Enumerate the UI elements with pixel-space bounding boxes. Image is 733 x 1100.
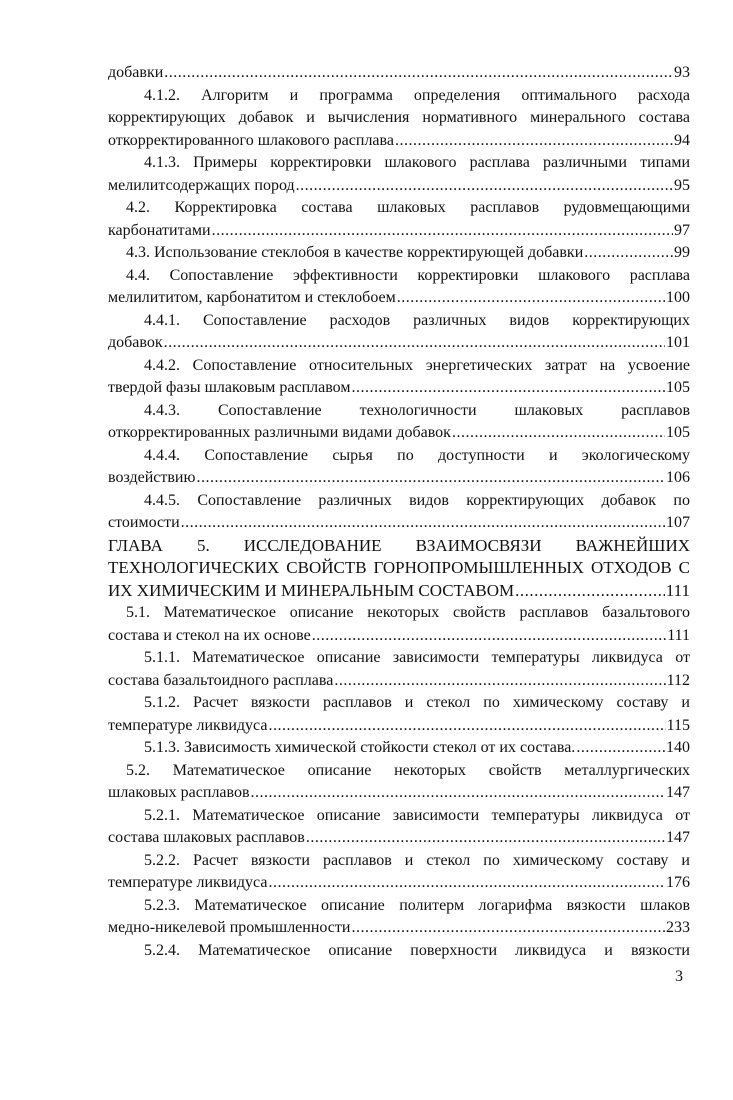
toc-page-number: 97 [674,221,690,239]
toc-entry [108,602,690,647]
dot-leader [397,287,665,310]
dot-leader [334,670,665,693]
dot-leader [268,872,665,895]
toc-entry-text-line: 5.1.1. Математическое описание зависимости температуры ликвидуса от [144,649,690,666]
toc-entry-text-line: 5.2.1. Математическое описание зависимости температуры ликвидуса от [144,806,690,824]
toc-entry [108,760,690,805]
toc-entry-title: добавки [108,64,164,81]
toc-entry-leader-line [108,422,690,445]
toc-entry-text-line: 4.4.1. Сопоставление расходов различных видов корректирующих [144,311,690,329]
toc-entry-title: стоимости [108,514,180,531]
dot-leader [164,62,673,85]
toc-page-number: 115 [666,716,690,734]
toc-entry-leader-line [108,62,690,85]
toc-entry-leader-line [108,220,690,243]
dot-leader [212,220,673,243]
toc-entry [108,242,690,265]
toc-entry [108,355,690,400]
dot-leader [306,827,665,850]
toc-page-number: 99 [674,244,690,261]
toc-page-number: 112 [666,671,690,689]
dot-leader [164,332,665,355]
toc-entry-leader-line [108,377,690,400]
toc-entry-leader-line [108,332,690,355]
toc-entry [108,152,690,197]
page-number: 3 [675,968,683,985]
toc-entry-leader-line [108,917,690,940]
toc-entry [108,535,690,603]
toc-entry-title: температуре ликвидуса [108,716,268,734]
toc-page-number: 111 [667,626,690,644]
dot-leader [352,377,666,400]
dot-leader [296,175,673,198]
toc-page-number: 147 [666,784,690,801]
dot-leader [196,467,665,490]
toc-entry-title: воздействию [108,469,196,486]
toc-page-number: 140 [666,739,690,756]
toc-entry [108,692,690,737]
toc-entry-title: состава и стекол на их основе [108,626,311,644]
toc-entry [108,895,690,940]
toc-entry-leader-line [108,287,690,310]
toc-entry [108,490,690,535]
toc-entry-title: состава базальтоидного расплава [108,671,334,689]
toc-entry-leader-line [108,715,690,738]
toc-entry-leader-line [108,872,690,895]
dot-leader [251,782,665,805]
toc-page-number: 107 [666,514,690,531]
toc-entry [108,310,690,355]
toc-entry-text-line: ТЕХНОЛОГИЧЕСКИХ СВОЙСТВ ГОРНОПРОМЫШЛЕННЫХ ОТХОДОВ С [108,558,690,577]
toc-entry-text-line: корректирующих добавок и вычисления нормативного минерального состава [108,109,690,126]
dot-leader [351,917,665,940]
toc-entry-title: 4.3. Использование стеклобоя в качестве корректирующей добавки [126,244,584,261]
toc-page-number: 94 [674,131,690,149]
toc-page-number: 105 [666,379,690,396]
toc-entry [108,85,690,153]
toc-entry-text-line: 5.2. Математическое описание некоторых свойств металлургических [126,761,690,779]
toc-entry [108,400,690,445]
toc-entry [108,647,690,692]
table-of-contents [108,62,690,962]
dot-leader [268,715,665,738]
toc-entry-title: мелилититом, карбонатитом и стеклобоем [108,289,396,306]
toc-entry [108,737,690,760]
toc-entry-text-line: 4.1.2. Алгоритм и программа определения оптимального расхода [144,86,690,104]
toc-entry-leader-line [108,242,690,265]
toc-page-number: 100 [666,289,690,306]
toc-entry-leader-line [108,737,690,760]
toc-entry-text-line: 4.1.3. Примеры корректировки шлакового расплава различными типами [144,154,690,171]
dot-leader [515,580,665,603]
toc-entry-text-line: ГЛАВА 5. ИССЛЕДОВАНИЕ ВЗАИМОСВЯЗИ ВАЖНЕЙШИХ [108,535,690,555]
toc-entry-text-line: 4.4.3. Сопоставление технологичности шлаковых расплавов [144,401,690,419]
toc-entry-text-line: 5.2.4. Математическое описание поверхности ликвидуса и вязкости [144,941,690,959]
toc-entry-leader-line [108,512,690,535]
dot-leader [181,512,665,535]
toc-entry [108,62,690,85]
toc-page-number: 95 [674,176,690,194]
toc-entry-text-line: 4.4.4. Сопоставление сырья по доступности и экологическому [144,446,690,464]
dot-leader [576,737,665,760]
toc-entry [108,850,690,895]
toc-entry [108,940,690,963]
toc-entry [108,265,690,310]
toc-entry-title: состава шлаковых расплавов [108,829,305,846]
dot-leader [452,422,665,445]
toc-entry-leader-line [108,670,690,693]
toc-page-number: 233 [666,919,690,936]
toc-entry-leader-line [108,827,690,850]
toc-entry-text-line: 5.2.2. Расчет вязкости расплавов и стекол по химическому составу и [144,851,690,869]
toc-page-number: 106 [666,469,690,486]
toc-entry-leader-line [108,130,690,153]
toc-entry-title: ИХ ХИМИЧЕСКИМ И МИНЕРАЛЬНЫМ СОСТАВОМ [108,580,515,600]
toc-page-number: 111 [665,580,690,600]
toc-entry-leader-line [108,625,690,648]
toc-entry-text-line: 5.1. Математическое описание некоторых свойств расплавов базальтового [126,604,690,621]
toc-entry-text-line: 5.2.3. Математическое описание политерм логарифма вязкости шлаков [144,896,690,914]
toc-entry-title: твердой фазы шлаковым расплавом [108,379,351,396]
toc-entry-leader-line [108,782,690,805]
toc-entry [108,445,690,490]
toc-entry-text-line: 4.4.5. Сопоставление различных видов корректирующих добавок по [144,491,690,509]
toc-entry-title: карбонатитами [108,221,211,239]
toc-entry-leader-line [108,175,690,198]
toc-entry-title: мелилитсодержащих пород [108,176,295,194]
toc-page-number: 176 [666,874,690,891]
toc-entry-text-line: 4.4. Сопоставление эффективности корректировки шлакового расплава [126,266,690,284]
toc-entry-title: температуре ликвидуса [108,874,268,891]
toc-entry [108,197,690,242]
toc-entry-title: добавок [108,334,163,351]
dot-leader [395,130,673,153]
toc-entry-title: откорректированного шлакового расплава [108,131,394,149]
toc-page-number: 147 [666,829,690,846]
toc-entry-leader-line [108,580,690,603]
dot-leader [584,242,673,265]
toc-entry-title: медно-никелевой промышленности [108,919,351,936]
toc-entry [108,805,690,850]
toc-page-number: 101 [666,334,690,351]
toc-page-number: 105 [666,424,690,441]
toc-page-number: 93 [674,64,690,81]
toc-entry-title: откорректированных различными видами добавок [108,424,451,441]
toc-entry-leader-line [108,467,690,490]
toc-entry-text-line: 5.1.2. Расчет вязкости расплавов и стекол по химическому составу и [144,694,690,711]
toc-entry-title: 5.1.3. Зависимость химической стойкости стекол от их состава. [144,739,576,756]
toc-entry-text-line: 4.4.2. Сопоставление относительных энергетических затрат на усвоение [144,356,690,374]
toc-entry-title: шлаковых расплавов [108,784,250,801]
toc-entry-text-line: 4.2. Корректировка состава шлаковых расплавов рудовмещающими [126,199,690,216]
dot-leader [312,625,667,648]
